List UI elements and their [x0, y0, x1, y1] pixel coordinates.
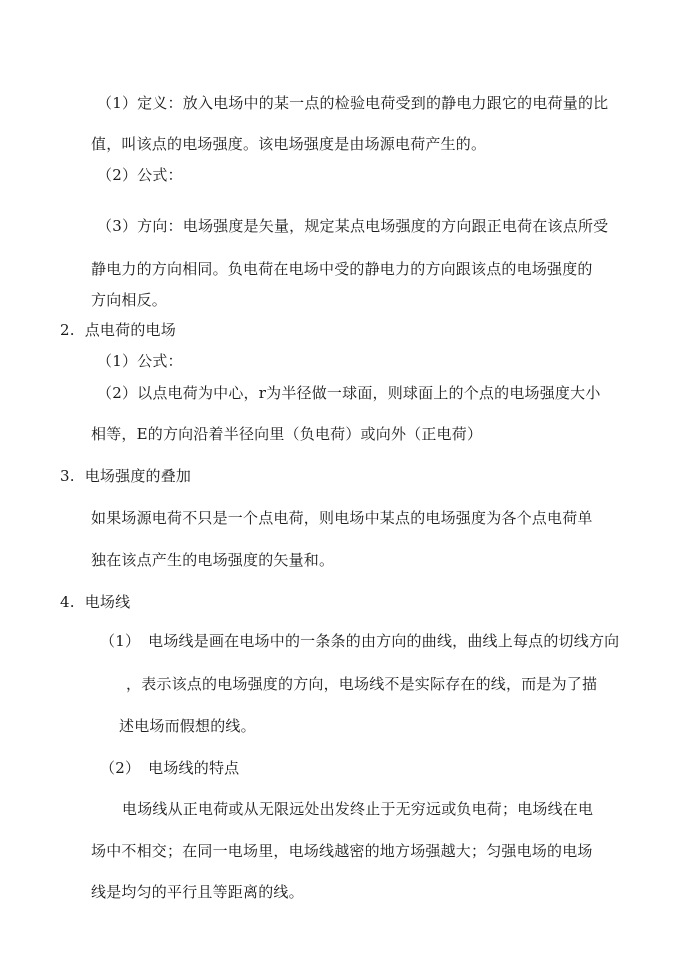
- section-number: 4.: [60, 593, 75, 611]
- item-text: 电场线的特点: [148, 759, 240, 777]
- field-line-def-line-2: ，表示该点的电场强度的方向，电场线不是实际存在的线，而是为了描: [126, 675, 598, 693]
- section-number: 2.: [60, 321, 75, 339]
- item-number: （1）: [100, 632, 141, 650]
- section-heading-superposition: [60, 466, 191, 486]
- direction-line-2: 静电力的方向相同。负电荷在电场中受的静电力的方向跟该点的电场强度的: [91, 260, 593, 278]
- point-charge-sphere-line-1: （2）以点电荷为中心，r为半径做一球面，则球面上的个点的电场强度大小: [97, 384, 601, 402]
- definition-line-1: （1）定义：放入电场中的某一点的检验电荷受到的静电力跟它的电荷量的比: [97, 94, 609, 112]
- item-text: 电场线是画在电场中的一条条的由方向的曲线，曲线上每点的切线方向: [148, 632, 620, 650]
- item-number: （2）: [100, 759, 141, 777]
- formula-line: （2）公式：: [97, 166, 183, 184]
- direction-line-1: （3）方向：电场强度是矢量，规定某点电场强度的方向跟正电荷在该点所受: [97, 217, 609, 235]
- section-heading-point-charge: [60, 320, 176, 340]
- section-title: 点电荷的电场: [84, 321, 176, 339]
- section-title: 电场线: [84, 593, 131, 611]
- field-line-features-line-2: 场中不相交；在同一电场里，电场线越密的地方场强越大；匀强电场的电场: [91, 842, 593, 860]
- direction-line-3: 方向相反。: [91, 291, 168, 309]
- definition-line-2: 值，叫该点的电场强度。该电场强度是由场源电荷产生的。: [91, 135, 487, 153]
- superposition-line-1: 如果场源电荷不只是一个点电荷，则电场中某点的电场强度为各个点电荷单: [91, 509, 593, 527]
- field-line-features-line-3: 线是均匀的平行且等距离的线。: [91, 883, 304, 901]
- superposition-line-2: 独在该点产生的电场强度的矢量和。: [91, 551, 335, 569]
- point-charge-formula-line: （1）公式：: [97, 352, 183, 370]
- section-number: 3.: [60, 467, 75, 485]
- field-line-features-heading: [100, 758, 239, 778]
- section-heading-field-lines: [60, 592, 130, 612]
- field-line-def-line-3: 述电场而假想的线。: [119, 717, 256, 735]
- field-line-features-line-1: 电场线从正电荷或从无限远处出发终止于无穷远或负电荷；电场线在电: [122, 800, 594, 818]
- section-title: 电场强度的叠加: [84, 467, 192, 485]
- field-line-def-line-1: [100, 631, 619, 651]
- point-charge-sphere-line-2: 相等，E的方向沿着半径向里（负电荷）或向外（正电荷）: [91, 425, 483, 443]
